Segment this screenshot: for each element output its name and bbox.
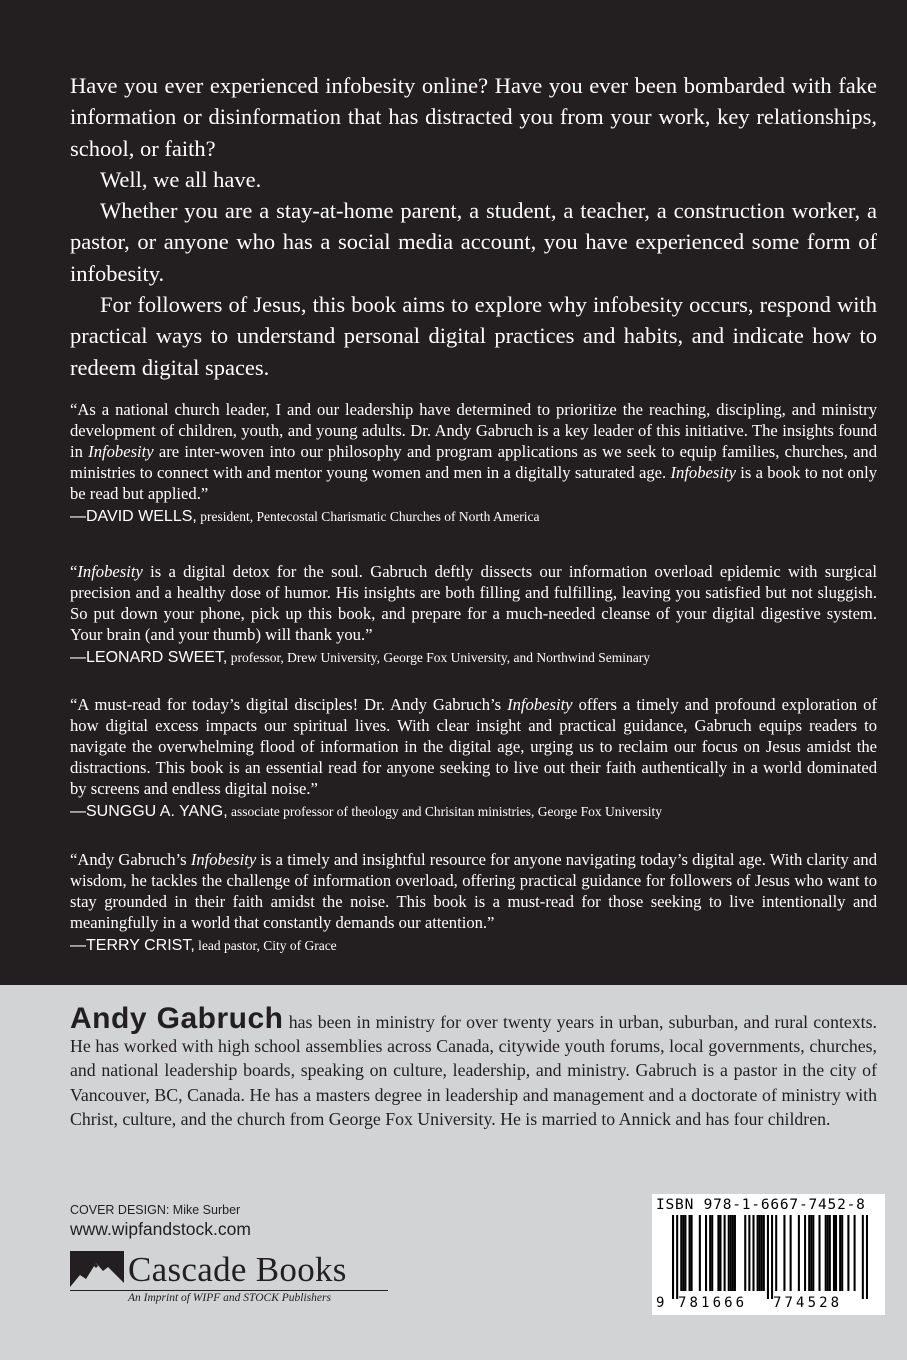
barcode-bar xyxy=(711,1215,713,1291)
barcode-bar xyxy=(829,1215,831,1291)
barcode-bar xyxy=(835,1215,837,1291)
endorsement-quote: “Andy Gabruch’s Infobesity is a timely and insightful resource for anyone navigating today’s digital age. With clarity and wisdom, he tackles the challenge of information overload, offering practical guidance for followers of Jesus who want to stay grounded in their faith amidst the noise. This book is a must-read for those seeking to live intentionally and meaningfully in a world that constantly demands our attention.” xyxy=(70,850,877,933)
endorsement-quote: “As a national church leader, I and our leadership have determined to prioritize the reaching, discipling, and ministry development of children, youth, and young adults. Dr. Andy Gabruch is a key leader of this initiative. The insights found in Infobesity are inter-woven into our philosophy and program applications as we seek to equip families, churches, and ministries to connect with and mentor young women and men in a digitally saturated age. Infobesity is a book to not only be read but applied.” xyxy=(70,400,877,504)
barcode-bar xyxy=(812,1215,814,1291)
barcode-bar xyxy=(862,1215,864,1299)
barcode-bar xyxy=(717,1215,719,1291)
barcode-bar xyxy=(705,1215,707,1291)
endorsement-attribution xyxy=(70,649,877,667)
barcode-bar xyxy=(818,1215,820,1291)
intro-paragraph-2: Well, we all have. xyxy=(100,166,262,192)
barcode-bar xyxy=(757,1215,759,1291)
barcode-bar xyxy=(798,1215,800,1291)
isbn-label: ISBN 978-1-6667-7452-8 xyxy=(656,1197,866,1213)
author-bio-text: has been in ministry for over twenty years in urban, suburban, and rural contexts. He has worked with high school assemblies across Canada, citywide youth forums, local governments, churches, and national leadership boards, speaking on culture, leadership, and ministry. Gabruch is a pastor in the city of Vancouver, BC, Canada. He has a masters degree in leadership and management and a doctorate of ministry with Christ, culture, and the church from George Fox University. He is married to Annick and has four children. xyxy=(70,1012,877,1129)
barcode-bar xyxy=(672,1215,674,1299)
endorser-name: —DAVID WELLS, xyxy=(70,508,197,526)
mountain-logo-icon xyxy=(70,1251,124,1291)
author-name: Andy Gabruch xyxy=(70,1002,284,1035)
endorser-role: lead pastor, City of Grace xyxy=(194,938,337,954)
barcode-bar xyxy=(783,1215,785,1291)
barcode-bar xyxy=(771,1215,773,1299)
endorser-name: —LEONARD SWEET, xyxy=(70,649,228,667)
endorsement-1 xyxy=(70,399,877,526)
intro-paragraph-1: Have you ever experienced infobesity online? Have you ever been bombarded with fake information or disinformation that has distracted you from your work, key relationships, school, or faith? xyxy=(70,73,877,161)
author-bio xyxy=(70,1002,877,1131)
barcode-bar xyxy=(680,1215,682,1291)
intro-paragraph-3: Whether you are a stay-at-home parent, a student, a teacher, a construction worker, a pastor, or anyone who has a social media account, you have experienced some form of infobesity. xyxy=(70,198,877,286)
endorsement-attribution xyxy=(70,937,877,955)
publisher-logo xyxy=(70,1251,390,1311)
isbn-barcode xyxy=(652,1194,885,1315)
endorsement-3 xyxy=(70,694,877,821)
barcode-bar xyxy=(804,1215,806,1291)
endorser-role: president, Pentecostal Charismatic Churches of North America xyxy=(196,509,540,525)
barcode-bar xyxy=(775,1215,777,1291)
barcode-bar xyxy=(761,1215,763,1291)
barcode-bar xyxy=(866,1215,868,1299)
endorsement-quote: “Infobesity is a digital detox for the soul. Gabruch deftly dissects our information overload epidemic with surgical precision and a healthy dose of humor. His insights are both filling and fulfilling, leaving you satisfied but not sluggish. So put down your phone, pick up this book, and prepare for a much-needed cleanse of your digital digestive system. Your brain (and your thumb) will thank you.” xyxy=(70,562,877,645)
logo-divider xyxy=(70,1290,388,1291)
barcode-digits-left: 781666 xyxy=(678,1295,748,1311)
publisher-imprint: An Imprint of WIPF and STOCK Publishers xyxy=(128,1292,331,1304)
barcode-bar xyxy=(847,1215,849,1291)
barcode-bar xyxy=(833,1215,835,1291)
endorser-role: associate professor of theology and Chrisitan ministries, George Fox University xyxy=(227,804,662,820)
barcode-digits-right: 774528 xyxy=(773,1295,843,1311)
barcode-bar xyxy=(808,1215,810,1291)
intro-paragraph-4: For followers of Jesus, this book aims to explore why infobesity occurs, respond with practical ways to understand personal digital practices and habits, and indicate how to redeem digital spaces. xyxy=(70,292,877,380)
barcode-bar xyxy=(682,1215,684,1291)
barcode-bar xyxy=(748,1215,750,1291)
endorsement-2 xyxy=(70,561,877,667)
endorsement-attribution xyxy=(70,803,877,821)
barcode-digit-lead: 9 xyxy=(656,1295,665,1311)
light-panel xyxy=(0,985,907,1360)
endorsement-quote: “A must-read for today’s digital disciples! Dr. Andy Gabruch’s Infobesity offers a timely and profound exploration of how digital excess impacts our spiritual lives. With clear insight and practical guidance, Gabruch equips readers to navigate the overwhelming flood of information in the digital age, urging us to reclaim our focus on Jesus amidst the distractions. This book is an essential read for anyone seeking to live out their faith authentically in a world dominated by screens and endless digital noise.” xyxy=(70,695,878,799)
publisher-name: Cascade Books xyxy=(128,1250,347,1289)
barcode-bar xyxy=(767,1215,769,1299)
barcode-bar xyxy=(689,1215,691,1291)
blurb-intro xyxy=(70,70,877,383)
barcode-bar xyxy=(719,1215,721,1291)
endorser-name: —SUNGGU A. YANG, xyxy=(70,803,228,821)
barcode-bar xyxy=(841,1215,843,1291)
barcode-bar xyxy=(684,1215,686,1291)
barcode-bar xyxy=(734,1215,736,1291)
endorser-role: professor, Drew University, George Fox University, and Northwind Seminary xyxy=(227,650,650,666)
barcode-bars xyxy=(672,1215,868,1299)
barcode-bar xyxy=(724,1215,726,1291)
barcode-bar xyxy=(854,1215,856,1291)
barcode-bar xyxy=(810,1215,812,1291)
barcode-bar xyxy=(839,1215,841,1291)
barcode-bar xyxy=(790,1215,792,1291)
barcode-bar xyxy=(728,1215,730,1291)
barcode-bar xyxy=(759,1215,761,1291)
barcode-bar xyxy=(827,1215,829,1291)
barcode-bar xyxy=(691,1215,693,1291)
barcode-bar xyxy=(699,1215,701,1291)
barcode-bar xyxy=(744,1215,746,1291)
publisher-website: www.wipfandstock.com xyxy=(70,1219,251,1239)
barcode-bar xyxy=(730,1215,732,1291)
barcode-bar xyxy=(709,1215,711,1291)
barcode-bar xyxy=(732,1215,734,1291)
endorser-name: —TERRY CRIST, xyxy=(70,937,195,955)
barcode-bar xyxy=(825,1215,827,1291)
endorsement-attribution xyxy=(70,508,877,526)
barcode-bar xyxy=(763,1215,765,1291)
barcode-bar xyxy=(676,1215,678,1299)
cover-design-credit: COVER DESIGN: Mike Surber xyxy=(70,1203,241,1217)
endorsement-4 xyxy=(70,849,877,955)
barcode-bar xyxy=(752,1215,754,1291)
